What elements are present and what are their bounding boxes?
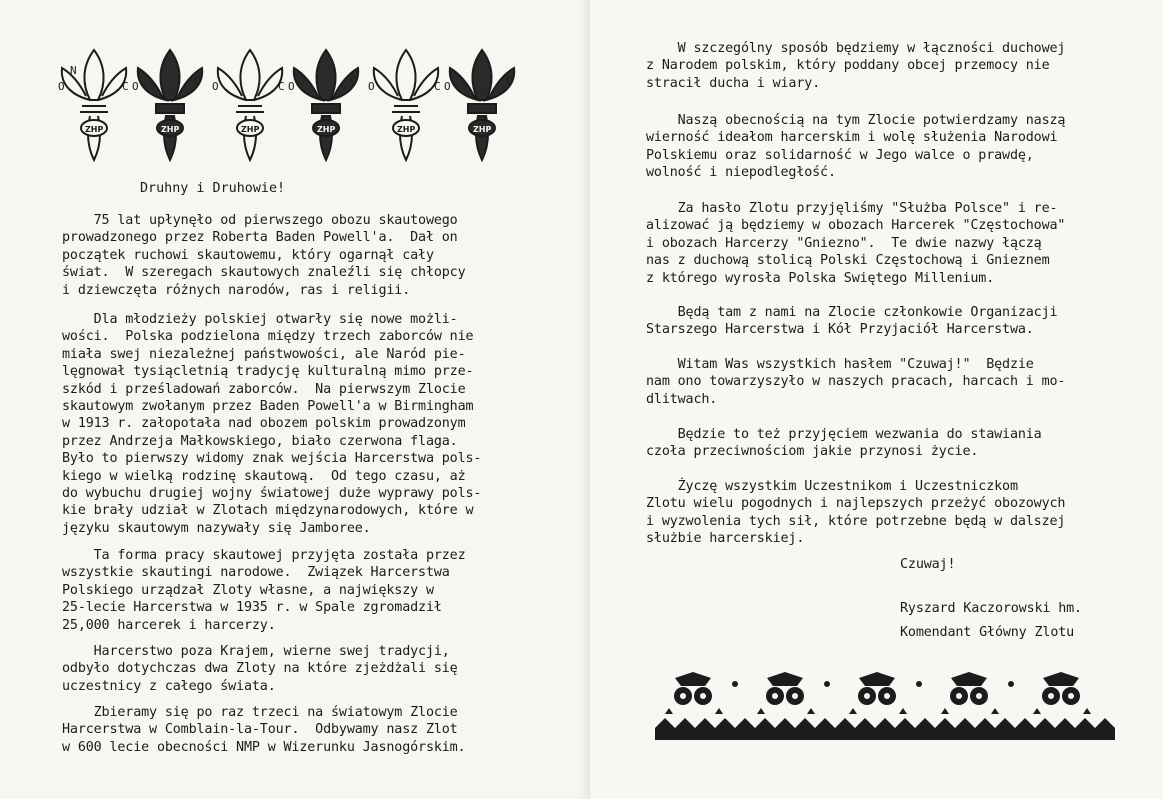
- emblem-letter: C: [350, 74, 357, 87]
- emblem-letter: C: [434, 80, 441, 93]
- emblem-letter: C: [122, 80, 129, 93]
- emblem-letter: C: [506, 74, 513, 87]
- folk-motif-1: [674, 672, 738, 705]
- scout-emblem-row: [52, 44, 522, 166]
- paragraph-members: Będą tam z nami na Zlocie członkowie Organizacji Starszego Harcerstwa i Kół Przyjaciół Harcerstwa.: [646, 305, 1058, 338]
- paragraph-wishes: Życzę wszystkim Uczestnikom i Uczestniczkom Zlotu wielu pogodnych i najlepszych przeżyć obozowych i wyzwolenia tych sił, które potrzebne będą w dalszej służbie harcerskiej.: [646, 479, 1066, 547]
- emblem-label: ZHP: [85, 125, 104, 134]
- emblem-letter: N: [70, 64, 77, 77]
- emblem-letter: O: [288, 80, 295, 93]
- paragraph-scouting-abroad: Harcerstwo poza Krajem, wierne swej tradycji, odbyło dotychczas dwa Zloty na które zjeżdżali się uczestnicy z całego świata.: [62, 644, 458, 694]
- paragraph-anniversary: 75 lat upłynęło od pierwszego obozu skautowego prowadzonego przez Roberta Baden Powell'a. Dał on początek ruchowi skautowemu, który ogarnął cały świat. W szeregach skautowych znaleźli się chłopcy i dziewczęta różnych narodów, ras i religii.: [62, 213, 466, 298]
- paragraph-greeting: Witam Was wszystkich hasłem "Czuwaj!" Będzie nam ono towarzyszyło w naszych pracach, harcach i mo- dlitwach.: [646, 357, 1066, 407]
- emblem-letter: C: [194, 74, 201, 87]
- paragraph-motto: Za hasło Zlotu przyjęliśmy "Służba Polsce" i re- alizować ją będziemy w obozach Harcerek "Częstochowa" i obozach Harcerzy "Gniezno". Te dwie nazwy łączą nas z duchową stolicą Polski Częstochową i Gnieznem z którego wyrosła Polska Swiętego Millenium.: [646, 201, 1066, 286]
- emblem-letter: O: [444, 80, 451, 93]
- emblem-letter: C: [278, 80, 285, 93]
- fleur-de-lis-emblem-1: [52, 44, 136, 166]
- folk-ornament-border: [655, 666, 1115, 746]
- signature-name: Ryszard Kaczorowski hm.: [900, 601, 1082, 616]
- emblem-letter: O: [132, 80, 139, 93]
- closing-motto: Czuwaj!: [900, 557, 956, 572]
- emblem-label: ZHP: [241, 125, 260, 134]
- fleur-de-lis-emblem-6: [440, 44, 524, 166]
- paragraph-national-scouting: Ta forma pracy skautowej przyjęta została przez wszystkie skautingi narodowe. Związek Harcerstwa Polskiego urządzał Zloty własne, a największy w 25-lecie Harcerstwa w 1935 r. w Spale zgromadził 25,000 harcerek i harcerzy.: [62, 548, 466, 633]
- emblem-letter: O: [58, 80, 65, 93]
- salutation: Druhny i Druhowie!: [140, 181, 286, 196]
- emblem-label: ZHP: [473, 125, 492, 134]
- emblem-letter: O: [212, 80, 219, 93]
- signature-title: Komendant Główny Zlotu: [900, 625, 1075, 640]
- emblem-letter: O: [368, 80, 375, 93]
- fleur-de-lis-emblem-4: [284, 44, 368, 166]
- emblem-label: ZHP: [161, 125, 180, 134]
- paragraph-third-jamboree: Zbieramy się po raz trzeci na światowym Zlocie Harcerstwa w Comblain-la-Tour. Odbywamy nasz Zlot w 600 lecie obecności NMP w Wizerunku Jasnogórskim.: [62, 705, 466, 755]
- paragraph-challenge: Będzie to też przyjęciem wezwania do stawiania czoła przeciwnościom jakie przynosi życie.: [646, 427, 1042, 460]
- paragraph-spiritual-unity: W szczególny sposób będziemy w łączności duchowej z Narodem polskim, który poddany obcej przemocy nie stracił ducha i wiary.: [646, 41, 1066, 91]
- fleur-de-lis-emblem-5: [364, 44, 448, 166]
- paragraph-loyalty: Naszą obecnością na tym Zlocie potwierdzamy naszą wierność ideałom harcerskim i wolę służenia Narodowi Polskiemu oraz solidarność w Jego walce o prawdę, wolność i niepodległość.: [646, 113, 1066, 181]
- emblem-label: ZHP: [317, 125, 336, 134]
- paragraph-polish-youth: Dla młodzieży polskiej otwarły się nowe możli- wości. Polska podzielona między trzech zaborców nie miała swej niezależnej państwowości, ale Naród pie- lęgnował tysiącletnią tradycję kulturalną mimo prze- szkód i prześladowań zaborców. Na pierwszym Zlocie skautowym zwołanym przez Baden Powell'a w Birmingham w 1913 r. załopotała nad obozem polskim prowadzonym przez Andrzeja Małkowskiego, biało czerwona flaga. Było to pierwszy widomy znak wejścia Harcerstwa pols- kiego w wielką rodzinę skautową. Od tego czasu, aż do wybuchu drugiej wojny światowej duże wyprawy pols- kie brały udział w Zlotach międzynarodowych, które w języku skautowym nazywały się Jamboree.: [62, 312, 482, 536]
- fleur-de-lis-emblem-3: [208, 44, 292, 166]
- fleur-de-lis-emblem-2: [128, 44, 212, 166]
- emblem-label: ZHP: [397, 125, 416, 134]
